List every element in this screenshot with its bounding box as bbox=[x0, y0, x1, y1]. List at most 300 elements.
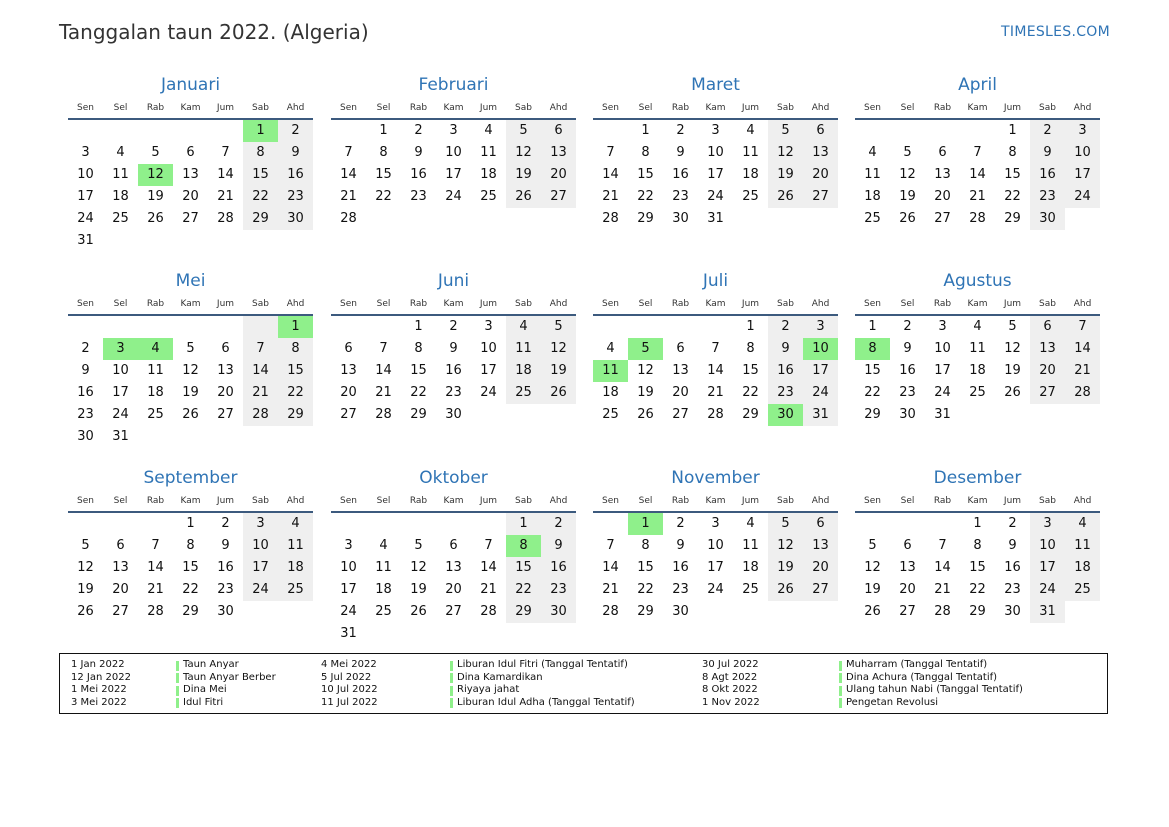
day-cell: 3 bbox=[803, 316, 838, 338]
empty-cell bbox=[173, 316, 208, 338]
empty-cell bbox=[103, 513, 138, 535]
week-row bbox=[68, 230, 313, 252]
day-cell: 19 bbox=[541, 360, 576, 382]
day-cell: 8 bbox=[641, 145, 650, 160]
week-row bbox=[855, 557, 1100, 579]
day-cell: 31 bbox=[707, 211, 724, 226]
holiday-name: Riyaya jahat bbox=[457, 684, 520, 696]
day-cell: 9 bbox=[278, 142, 313, 164]
day-cell: 20 bbox=[182, 189, 199, 204]
day-cell: 26 bbox=[506, 186, 541, 208]
month-name: Februari bbox=[418, 75, 489, 95]
day-cell: 4 bbox=[484, 123, 493, 138]
holiday-date: 8 Okt 2022 bbox=[702, 684, 758, 696]
empty-cell bbox=[173, 120, 208, 142]
weekday-label: Kam bbox=[705, 496, 726, 506]
day-cell: 5 bbox=[1008, 319, 1017, 334]
week-row bbox=[855, 142, 1100, 164]
day-cell: 22 bbox=[742, 385, 759, 400]
day-cell: 15 bbox=[1004, 167, 1021, 182]
day-cell: 12 bbox=[506, 142, 541, 164]
weekday-label: Sab bbox=[252, 299, 269, 309]
day-cell: 26 bbox=[77, 604, 94, 619]
day-cell: 16 bbox=[278, 164, 313, 186]
week-row bbox=[68, 338, 313, 360]
day-cell: 9 bbox=[903, 341, 912, 356]
day-cell: 20 bbox=[445, 582, 462, 597]
weekday-label: Kam bbox=[180, 299, 201, 309]
empty-cell bbox=[103, 230, 138, 252]
day-cell: 15 bbox=[506, 557, 541, 579]
day-cell: 7 bbox=[484, 538, 493, 553]
day-cell: 13 bbox=[541, 142, 576, 164]
week-row bbox=[68, 535, 313, 557]
day-cell: 4 bbox=[746, 123, 755, 138]
day-cell: 26 bbox=[768, 186, 803, 208]
day-cell: 12 bbox=[899, 167, 916, 182]
empty-cell bbox=[1030, 404, 1065, 426]
empty-cell bbox=[506, 208, 541, 230]
holiday-name: Dina Kamardikan bbox=[457, 671, 543, 683]
weekday-label: Jum bbox=[479, 299, 498, 309]
day-cell: 7 bbox=[221, 145, 230, 160]
day-cell: 27 bbox=[803, 186, 838, 208]
day-cell: 18 bbox=[506, 360, 541, 382]
empty-cell bbox=[541, 623, 576, 645]
day-cell: 6 bbox=[803, 120, 838, 142]
day-cell: 20 bbox=[217, 385, 234, 400]
day-cell: 19 bbox=[864, 582, 881, 597]
day-cell: 13 bbox=[217, 363, 234, 378]
day-cell: 8 bbox=[414, 341, 423, 356]
day-cell: 24 bbox=[77, 211, 94, 226]
day-cell: 30 bbox=[1030, 208, 1065, 230]
day-cell: 16 bbox=[1030, 164, 1065, 186]
week-row bbox=[855, 120, 1100, 142]
empty-cell bbox=[768, 601, 803, 623]
empty-cell bbox=[541, 208, 576, 230]
month-juni bbox=[331, 270, 576, 426]
empty-cell bbox=[173, 426, 208, 448]
weekday-label: Ahd bbox=[1073, 496, 1092, 506]
day-cell: 17 bbox=[445, 167, 462, 182]
empty-cell bbox=[803, 208, 838, 230]
day-cell: 19 bbox=[147, 189, 164, 204]
day-cell: 30 bbox=[217, 604, 234, 619]
day-cell: 2 bbox=[221, 516, 230, 531]
month-name: November bbox=[671, 468, 760, 488]
day-cell: 7 bbox=[606, 538, 615, 553]
day-cell: 13 bbox=[934, 167, 951, 182]
day-cell: 12 bbox=[410, 560, 427, 575]
holiday-date: 5 Jul 2022 bbox=[321, 671, 372, 683]
weekday-label: Kam bbox=[180, 103, 201, 113]
day-cell: 24 bbox=[707, 189, 724, 204]
day-cell: 17 bbox=[112, 385, 129, 400]
day-cell: 14 bbox=[969, 167, 986, 182]
weekday-header bbox=[593, 100, 838, 116]
holiday-name: Ulang tahun Nabi (Tanggal Tentatif) bbox=[846, 684, 1023, 696]
empty-cell bbox=[925, 513, 960, 535]
day-cell: 8 bbox=[746, 341, 755, 356]
day-cell: 18 bbox=[147, 385, 164, 400]
week-row bbox=[331, 579, 576, 601]
day-cell: 13 bbox=[1030, 338, 1065, 360]
day-cell: 23 bbox=[278, 186, 313, 208]
day-cell: 8 bbox=[973, 538, 982, 553]
weekday-label: Rab bbox=[933, 299, 952, 309]
day-cell: 21 bbox=[147, 582, 164, 597]
day-cell: 24 bbox=[1065, 186, 1100, 208]
day-cell: 30 bbox=[672, 604, 689, 619]
day-cell: 27 bbox=[217, 407, 234, 422]
day-cell: 22 bbox=[506, 579, 541, 601]
day-cell: 15 bbox=[410, 363, 427, 378]
empty-cell bbox=[243, 316, 278, 338]
day-cell: 16 bbox=[445, 363, 462, 378]
day-cell: 3 bbox=[344, 538, 353, 553]
holiday-date: 3 Mei 2022 bbox=[71, 696, 127, 708]
weekday-label: Kam bbox=[443, 496, 464, 506]
weekday-label: Sel bbox=[900, 496, 915, 506]
day-cell: 7 bbox=[711, 341, 720, 356]
day-cell: 27 bbox=[541, 186, 576, 208]
week-row bbox=[855, 404, 1100, 426]
weekday-label: Kam bbox=[967, 496, 988, 506]
day-cell: 2 bbox=[414, 123, 423, 138]
holiday-name: Dina Mei bbox=[183, 684, 227, 696]
day-cell: 9 bbox=[676, 538, 685, 553]
weekday-label: Sel bbox=[638, 103, 653, 113]
weekday-label: Sab bbox=[777, 299, 794, 309]
empty-cell bbox=[436, 623, 471, 645]
day-cell: 23 bbox=[1004, 582, 1021, 597]
weekday-label: Kam bbox=[443, 299, 464, 309]
weekday-label: Sel bbox=[113, 496, 128, 506]
day-cell: 15 bbox=[969, 560, 986, 575]
day-cell: 3 bbox=[711, 516, 720, 531]
day-cell: 19 bbox=[637, 385, 654, 400]
holiday-name: Pengetan Revolusi bbox=[846, 696, 939, 708]
empty-cell bbox=[506, 404, 541, 426]
day-cell: 18 bbox=[1065, 557, 1100, 579]
day-cell: 18 bbox=[742, 560, 759, 575]
day-cell: 31 bbox=[1030, 601, 1065, 623]
day-cell: 1 bbox=[868, 319, 877, 334]
weekday-label: Kam bbox=[967, 299, 988, 309]
empty-cell bbox=[278, 426, 313, 448]
day-cell: 2 bbox=[81, 341, 90, 356]
empty-cell bbox=[506, 623, 541, 645]
brand-link[interactable]: TIMESLES.COM bbox=[1001, 24, 1110, 40]
day-cell: 26 bbox=[147, 211, 164, 226]
day-cell: 7 bbox=[379, 341, 388, 356]
week-row bbox=[331, 623, 576, 645]
week-row bbox=[68, 164, 313, 186]
day-cell: 30 bbox=[445, 407, 462, 422]
weekday-header bbox=[68, 296, 313, 312]
weekday-header bbox=[593, 493, 838, 509]
empty-cell bbox=[173, 230, 208, 252]
day-cell: 22 bbox=[969, 582, 986, 597]
day-cell: 13 bbox=[340, 363, 357, 378]
day-cell: 1 bbox=[973, 516, 982, 531]
day-cell: 17 bbox=[243, 557, 278, 579]
day-cell: 23 bbox=[77, 407, 94, 422]
week-row bbox=[331, 535, 576, 557]
day-cell: 8 bbox=[855, 338, 890, 360]
day-cell: 28 bbox=[217, 211, 234, 226]
day-cell: 20 bbox=[803, 557, 838, 579]
weekday-label: Kam bbox=[180, 496, 201, 506]
holiday-marker bbox=[839, 698, 842, 708]
day-cell: 8 bbox=[243, 142, 278, 164]
day-cell: 11 bbox=[480, 145, 497, 160]
empty-cell bbox=[436, 208, 471, 230]
day-cell: 28 bbox=[602, 211, 619, 226]
holiday-date: 11 Jul 2022 bbox=[321, 696, 378, 708]
day-cell: 30 bbox=[278, 208, 313, 230]
week-row bbox=[855, 360, 1100, 382]
day-cell: 12 bbox=[77, 560, 94, 575]
day-cell: 24 bbox=[480, 385, 497, 400]
day-cell: 7 bbox=[973, 145, 982, 160]
day-cell: 27 bbox=[112, 604, 129, 619]
day-cell: 3 bbox=[1065, 120, 1100, 142]
day-cell: 19 bbox=[768, 164, 803, 186]
day-cell: 24 bbox=[934, 385, 951, 400]
holiday-name: Liburan Idul Fitri (Tanggal Tentatif) bbox=[457, 659, 628, 670]
holiday-marker bbox=[839, 673, 842, 683]
day-cell: 22 bbox=[243, 186, 278, 208]
day-cell: 7 bbox=[151, 538, 160, 553]
day-cell: 18 bbox=[278, 557, 313, 579]
day-cell: 10 bbox=[77, 167, 94, 182]
week-row bbox=[593, 164, 838, 186]
weekday-header bbox=[331, 100, 576, 116]
day-cell: 14 bbox=[147, 560, 164, 575]
holiday-name: Muharram (Tanggal Tentatif) bbox=[846, 659, 988, 670]
week-row bbox=[331, 186, 576, 208]
holiday-marker bbox=[176, 661, 179, 671]
day-cell: 12 bbox=[864, 560, 881, 575]
day-cell: 9 bbox=[449, 341, 458, 356]
day-cell: 20 bbox=[899, 582, 916, 597]
day-cell: 6 bbox=[449, 538, 458, 553]
weekday-label: Sen bbox=[77, 496, 94, 506]
empty-cell bbox=[541, 404, 576, 426]
day-cell: 9 bbox=[541, 535, 576, 557]
empty-cell bbox=[890, 513, 925, 535]
day-cell: 25 bbox=[506, 382, 541, 404]
day-cell: 13 bbox=[803, 142, 838, 164]
day-cell: 7 bbox=[938, 538, 947, 553]
week-row bbox=[331, 164, 576, 186]
day-cell: 25 bbox=[864, 211, 881, 226]
month-name: Agustus bbox=[943, 271, 1012, 291]
month-desember bbox=[855, 467, 1100, 623]
empty-cell bbox=[593, 316, 628, 338]
day-cell: 16 bbox=[672, 560, 689, 575]
weekday-label: Sen bbox=[864, 496, 881, 506]
empty-cell bbox=[243, 426, 278, 448]
day-cell: 19 bbox=[182, 385, 199, 400]
empty-cell bbox=[138, 120, 173, 142]
weekday-label: Ahd bbox=[1073, 103, 1092, 113]
holiday-marker bbox=[176, 686, 179, 696]
weekday-label: Sen bbox=[77, 299, 94, 309]
empty-cell bbox=[663, 316, 698, 338]
week-row bbox=[68, 557, 313, 579]
day-cell: 16 bbox=[768, 360, 803, 382]
month-januari bbox=[68, 74, 313, 252]
empty-cell bbox=[243, 230, 278, 252]
day-cell: 10 bbox=[934, 341, 951, 356]
week-row bbox=[855, 382, 1100, 404]
empty-cell bbox=[138, 426, 173, 448]
day-cell: 5 bbox=[868, 538, 877, 553]
weekday-label: Sab bbox=[252, 103, 269, 113]
empty-cell bbox=[960, 404, 995, 426]
holiday-name: Liburan Idul Adha (Tanggal Tentatif) bbox=[457, 696, 635, 708]
weekday-label: Sab bbox=[777, 103, 794, 113]
week-row bbox=[855, 316, 1100, 338]
day-cell: 11 bbox=[864, 167, 881, 182]
day-cell: 17 bbox=[707, 560, 724, 575]
day-cell: 9 bbox=[414, 145, 423, 160]
day-cell: 24 bbox=[243, 579, 278, 601]
week-row bbox=[593, 186, 838, 208]
holiday-marker bbox=[450, 673, 453, 683]
day-cell: 5 bbox=[541, 316, 576, 338]
week-row bbox=[68, 513, 313, 535]
day-cell: 1 bbox=[506, 513, 541, 535]
week-row bbox=[68, 316, 313, 338]
empty-cell bbox=[733, 601, 768, 623]
day-cell: 2 bbox=[768, 316, 803, 338]
month-februari bbox=[331, 74, 576, 230]
day-cell: 14 bbox=[217, 167, 234, 182]
day-cell: 4 bbox=[506, 316, 541, 338]
day-cell: 16 bbox=[672, 167, 689, 182]
month-mei bbox=[68, 270, 313, 448]
week-row bbox=[593, 142, 838, 164]
weekday-label: Rab bbox=[409, 103, 428, 113]
day-cell: 14 bbox=[602, 167, 619, 182]
weekday-label: Sen bbox=[340, 103, 357, 113]
month-name: Desember bbox=[933, 468, 1022, 488]
day-cell: 30 bbox=[541, 601, 576, 623]
day-cell: 22 bbox=[1004, 189, 1021, 204]
weekday-label: Sel bbox=[900, 299, 915, 309]
week-row bbox=[593, 601, 838, 623]
day-cell: 1 bbox=[414, 319, 423, 334]
holiday-marker bbox=[450, 698, 453, 708]
empty-cell bbox=[698, 316, 733, 338]
day-cell: 12 bbox=[138, 164, 173, 186]
holiday-marker bbox=[450, 661, 453, 671]
day-cell: 24 bbox=[707, 582, 724, 597]
weekday-label: Sab bbox=[1039, 103, 1056, 113]
day-cell: 26 bbox=[410, 604, 427, 619]
day-cell: 28 bbox=[602, 604, 619, 619]
month-name: Mei bbox=[175, 271, 206, 291]
day-cell: 11 bbox=[742, 538, 759, 553]
week-row bbox=[68, 404, 313, 426]
day-cell: 4 bbox=[379, 538, 388, 553]
day-cell: 6 bbox=[938, 145, 947, 160]
day-cell: 16 bbox=[541, 557, 576, 579]
day-cell: 15 bbox=[742, 363, 759, 378]
day-cell: 26 bbox=[899, 211, 916, 226]
day-cell: 5 bbox=[414, 538, 423, 553]
weekday-label: Sab bbox=[515, 103, 532, 113]
weekday-label: Sel bbox=[638, 299, 653, 309]
day-cell: 29 bbox=[742, 407, 759, 422]
day-cell: 3 bbox=[103, 338, 138, 360]
day-cell: 17 bbox=[707, 167, 724, 182]
day-cell: 28 bbox=[243, 404, 278, 426]
day-cell: 27 bbox=[672, 407, 689, 422]
weekday-label: Jum bbox=[479, 496, 498, 506]
day-cell: 21 bbox=[480, 582, 497, 597]
day-cell: 10 bbox=[340, 560, 357, 575]
day-cell: 5 bbox=[151, 145, 160, 160]
day-cell: 11 bbox=[969, 341, 986, 356]
week-row bbox=[68, 426, 313, 448]
day-cell: 28 bbox=[340, 211, 357, 226]
week-row bbox=[855, 186, 1100, 208]
week-row bbox=[68, 601, 313, 623]
day-cell: 2 bbox=[903, 319, 912, 334]
day-cell: 12 bbox=[768, 535, 803, 557]
day-cell: 10 bbox=[480, 341, 497, 356]
day-cell: 9 bbox=[676, 145, 685, 160]
empty-cell bbox=[243, 601, 278, 623]
empty-cell bbox=[208, 230, 243, 252]
holiday-date: 8 Agt 2022 bbox=[702, 671, 758, 683]
holiday-marker bbox=[839, 686, 842, 696]
weekday-header bbox=[855, 100, 1100, 116]
page-title: Tanggalan taun 2022. (Algeria) bbox=[59, 20, 369, 44]
day-cell: 17 bbox=[1030, 557, 1065, 579]
week-row bbox=[331, 513, 576, 535]
weekday-label: Rab bbox=[409, 496, 428, 506]
day-cell: 22 bbox=[637, 582, 654, 597]
day-cell: 20 bbox=[541, 164, 576, 186]
day-cell: 24 bbox=[1030, 579, 1065, 601]
day-cell: 10 bbox=[707, 145, 724, 160]
week-row bbox=[331, 338, 576, 360]
day-cell: 14 bbox=[375, 363, 392, 378]
weekday-label: Sab bbox=[252, 496, 269, 506]
day-cell: 21 bbox=[217, 189, 234, 204]
empty-cell bbox=[278, 601, 313, 623]
day-cell: 29 bbox=[506, 601, 541, 623]
day-cell: 10 bbox=[803, 338, 838, 360]
day-cell: 21 bbox=[707, 385, 724, 400]
day-cell: 19 bbox=[77, 582, 94, 597]
day-cell: 6 bbox=[803, 513, 838, 535]
empty-cell bbox=[471, 513, 506, 535]
day-cell: 17 bbox=[340, 582, 357, 597]
empty-cell bbox=[995, 404, 1030, 426]
day-cell: 5 bbox=[186, 341, 195, 356]
day-cell: 16 bbox=[899, 363, 916, 378]
week-row bbox=[331, 360, 576, 382]
week-row bbox=[593, 535, 838, 557]
week-row bbox=[855, 579, 1100, 601]
